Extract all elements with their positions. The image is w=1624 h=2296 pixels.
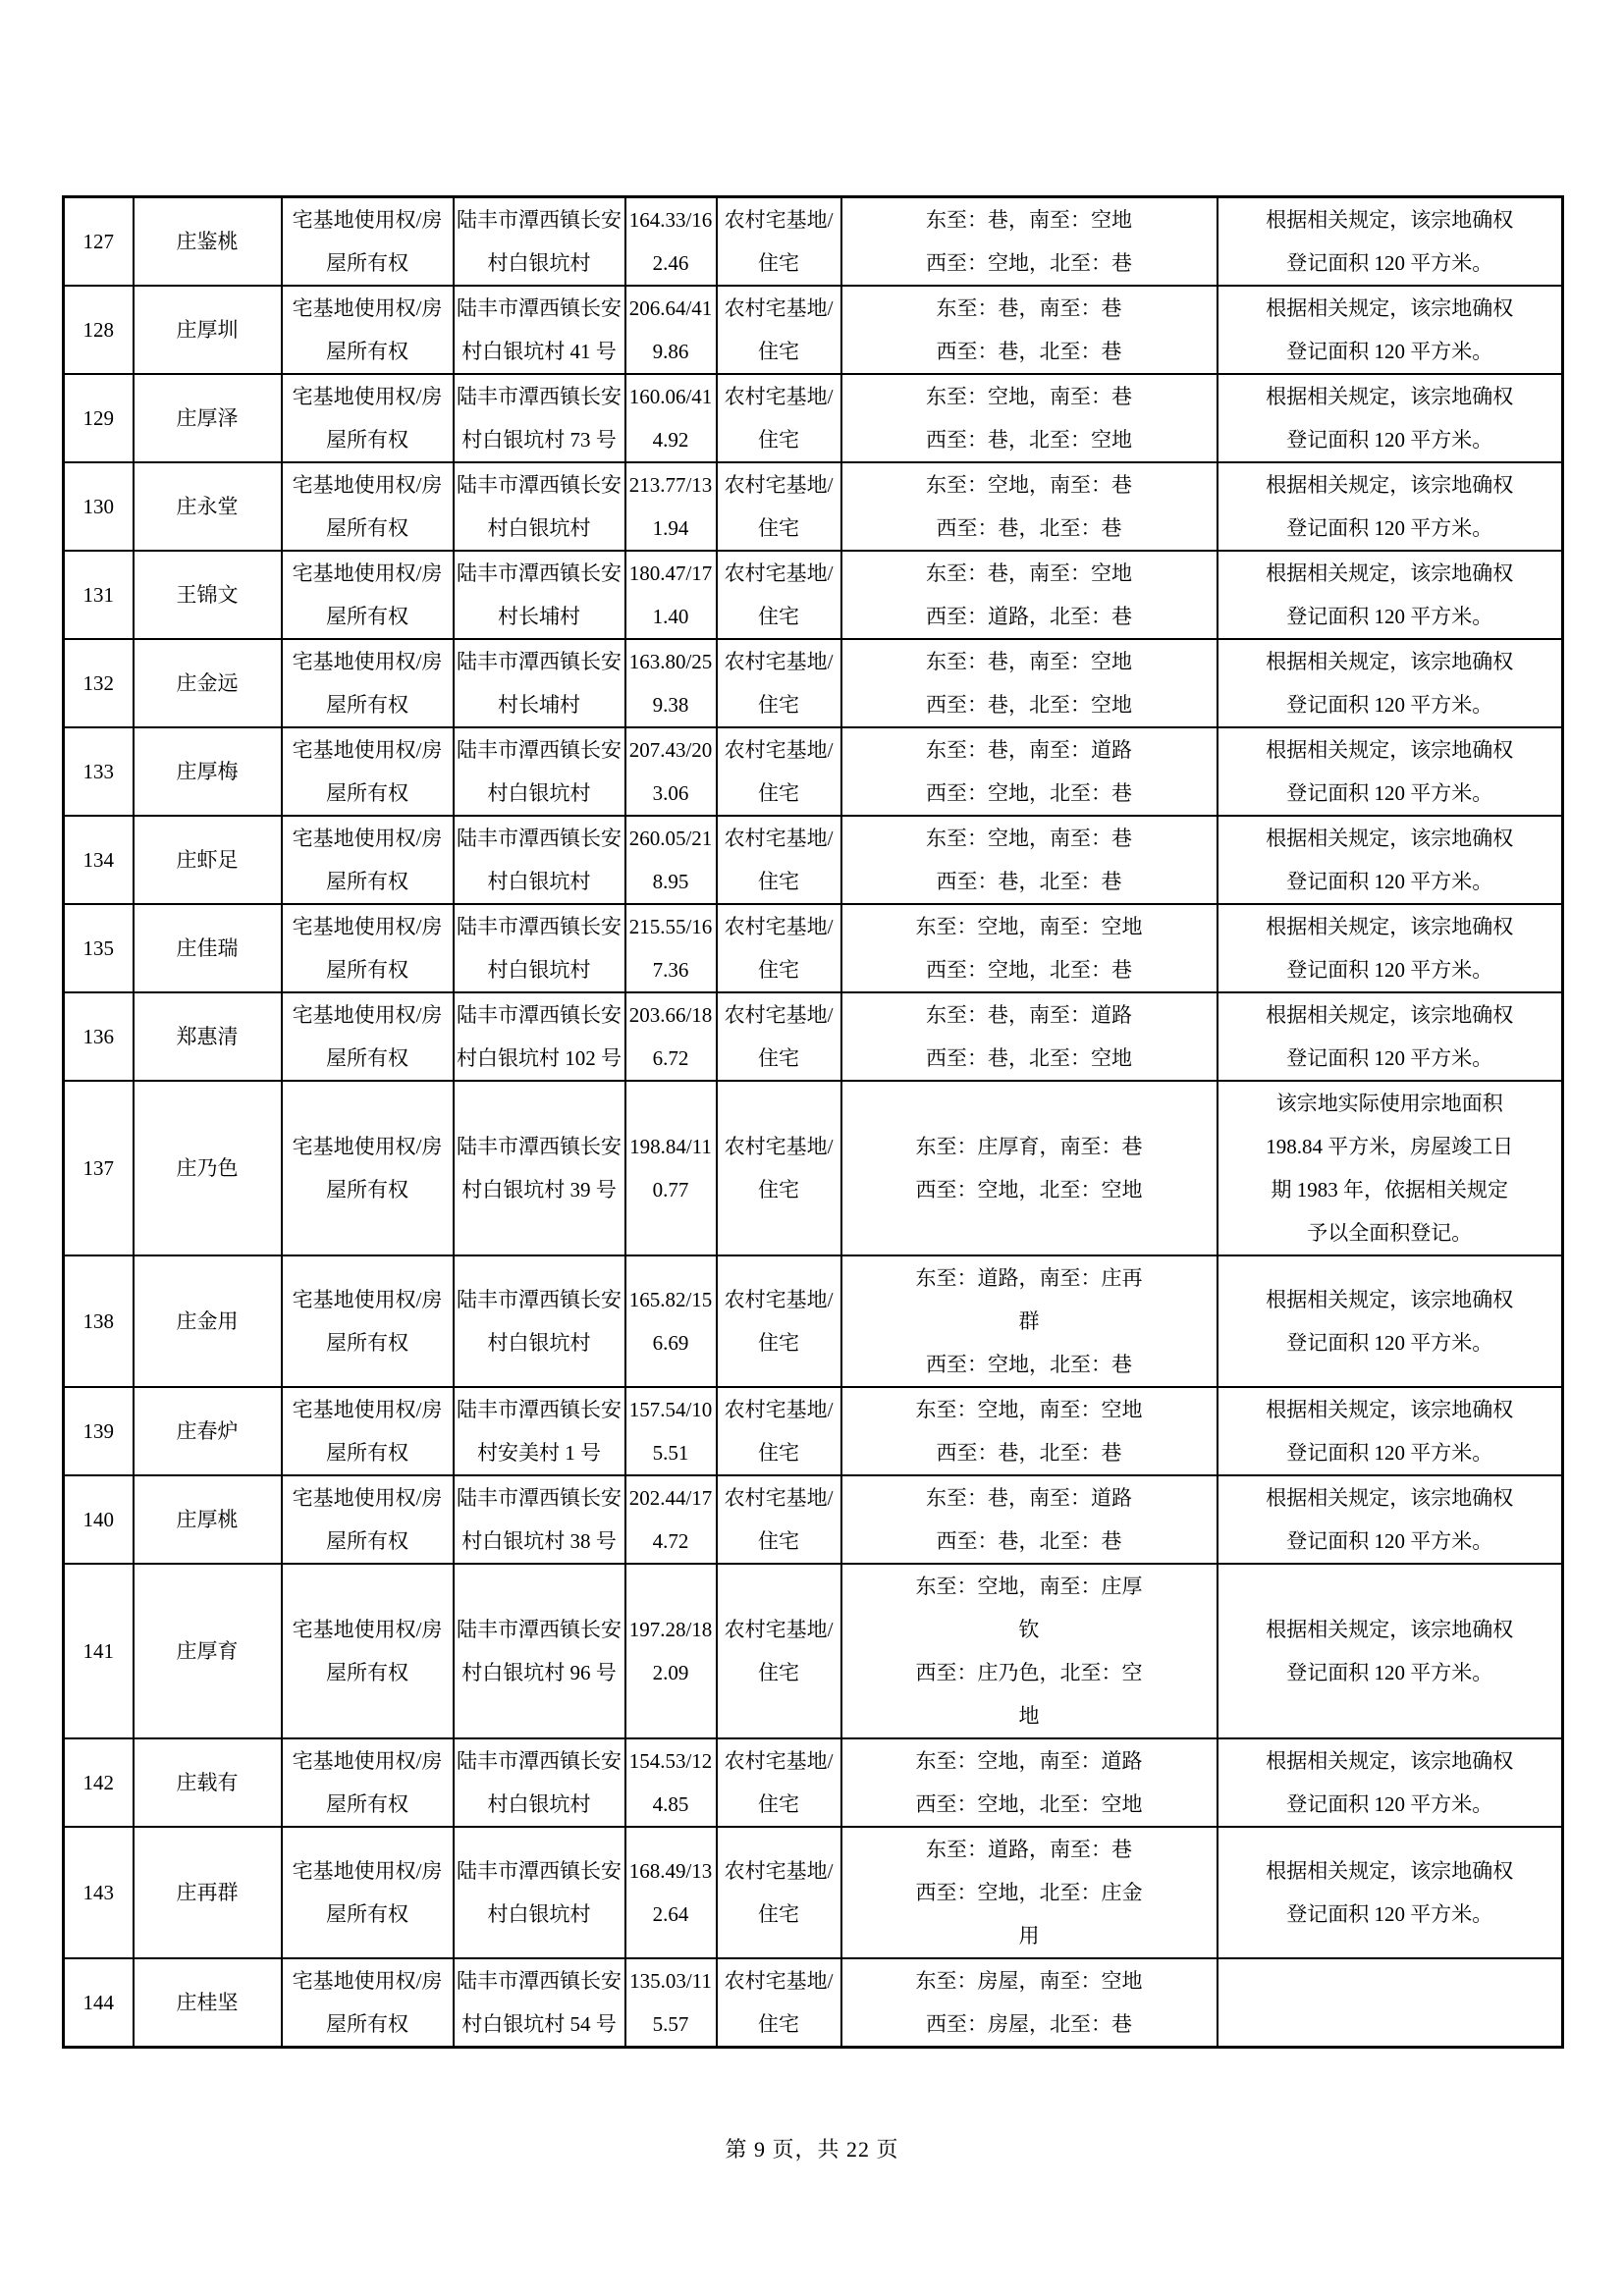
address-cell: 陆丰市潭西镇长安村白银坑村 (454, 1738, 625, 1827)
table-row (64, 1738, 1563, 1827)
remark-text: 根据相关规定，该宗地确权登记面积 120 平方米。 (1266, 296, 1514, 363)
table-row (64, 1958, 1563, 2048)
land-use-cell: 农村宅基地/住宅 (717, 551, 841, 639)
row-number-cell: 134 (64, 816, 134, 904)
holder-name-cell: 庄桂坚 (134, 1958, 282, 2048)
table-row (64, 1475, 1563, 1564)
table-row (64, 816, 1563, 904)
boundaries-cell (841, 1081, 1218, 1255)
address-cell: 陆丰市潭西镇长安村白银坑村 73 号 (454, 374, 625, 462)
remark-text: 根据相关规定，该宗地确权登记面积 120 平方米。 (1266, 738, 1514, 805)
boundaries-cell (841, 904, 1218, 992)
table-row (64, 1387, 1563, 1475)
row-number-cell: 142 (64, 1738, 134, 1827)
boundaries-cell (841, 992, 1218, 1081)
boundary-line-west-north: 西至：巷，北至：空地 (926, 1046, 1132, 1070)
area-cell: 163.80/259.38 (625, 639, 717, 727)
right-type-cell: 宅基地使用权/房屋所有权 (282, 1564, 454, 1738)
address-cell: 陆丰市潭西镇长安村安美村 1 号 (454, 1387, 625, 1475)
area-cell: 206.64/419.86 (625, 286, 717, 374)
boundary-line-east-south: 东至：空地，南至：巷 (926, 473, 1132, 497)
address-cell: 陆丰市潭西镇长安村白银坑村 38 号 (454, 1475, 625, 1564)
row-number-cell: 127 (64, 197, 134, 287)
holder-name-cell: 庄鉴桃 (134, 197, 282, 287)
land-use-cell: 农村宅基地/住宅 (717, 1827, 841, 1958)
boundaries-cell (841, 551, 1218, 639)
land-use-cell: 农村宅基地/住宅 (717, 1958, 841, 2048)
boundary-line-east-south: 东至：巷，南至：空地 (926, 561, 1132, 585)
right-type-cell: 宅基地使用权/房屋所有权 (282, 374, 454, 462)
remark-cell (1218, 1827, 1563, 1958)
remark-text: 根据相关规定，该宗地确权登记面积 120 平方米。 (1266, 915, 1514, 982)
right-type-cell: 宅基地使用权/房屋所有权 (282, 1081, 454, 1255)
boundary-line-east-south: 东至：巷，南至：道路 (926, 1486, 1132, 1510)
boundary-line-west-north: 西至：巷，北至：巷 (936, 340, 1122, 363)
boundary-line-east-south: 东至：巷，南至：道路 (926, 738, 1132, 762)
area-cell: 198.84/110.77 (625, 1081, 717, 1255)
holder-name-cell: 庄再群 (134, 1827, 282, 1958)
remark-cell (1218, 1738, 1563, 1827)
address-cell: 陆丰市潭西镇长安村白银坑村 96 号 (454, 1564, 625, 1738)
table-row (64, 639, 1563, 727)
boundary-line-west-north: 西至：巷，北至：巷 (936, 870, 1122, 893)
boundaries-cell (841, 727, 1218, 816)
boundaries-cell (841, 1738, 1218, 1827)
area-cell: 165.82/156.69 (625, 1255, 717, 1387)
address-cell: 陆丰市潭西镇长安村白银坑村 (454, 462, 625, 551)
land-use-cell: 农村宅基地/住宅 (717, 1738, 841, 1827)
remark-cell (1218, 551, 1563, 639)
row-number-cell: 136 (64, 992, 134, 1081)
land-use-cell: 农村宅基地/住宅 (717, 197, 841, 287)
land-use-cell: 农村宅基地/住宅 (717, 727, 841, 816)
holder-name-cell: 郑惠清 (134, 992, 282, 1081)
area-cell: 207.43/203.06 (625, 727, 717, 816)
right-type-cell: 宅基地使用权/房屋所有权 (282, 1738, 454, 1827)
remark-cell (1218, 1475, 1563, 1564)
table-row (64, 374, 1563, 462)
address-cell: 陆丰市潭西镇长安村长埔村 (454, 639, 625, 727)
boundary-line-east-south: 东至：巷，南至：道路 (926, 1003, 1132, 1027)
table-row (64, 286, 1563, 374)
remark-text: 该宗地实际使用宗地面积 198.84 平方米，房屋竣工日期 1983 年，依据相关规定予以全面积登记。 (1266, 1092, 1514, 1245)
table-row (64, 1827, 1563, 1958)
page-footer (0, 2135, 1624, 2164)
area-cell: 164.33/162.46 (625, 197, 717, 287)
boundaries-cell (841, 1475, 1218, 1564)
address-cell: 陆丰市潭西镇长安村白银坑村 39 号 (454, 1081, 625, 1255)
area-cell: 260.05/218.95 (625, 816, 717, 904)
row-number-cell: 139 (64, 1387, 134, 1475)
boundary-line-east-south: 东至：空地，南至：巷 (926, 827, 1132, 850)
remark-text: 根据相关规定，该宗地确权登记面积 120 平方米。 (1266, 1288, 1514, 1355)
holder-name-cell: 庄佳瑞 (134, 904, 282, 992)
right-type-cell: 宅基地使用权/房屋所有权 (282, 1255, 454, 1387)
boundary-line-east-south: 东至：巷，南至：空地 (926, 208, 1132, 232)
remark-cell (1218, 286, 1563, 374)
row-number-cell: 133 (64, 727, 134, 816)
remark-cell (1218, 374, 1563, 462)
boundaries-cell (841, 197, 1218, 287)
boundaries-cell (841, 286, 1218, 374)
remark-cell (1218, 197, 1563, 287)
remark-text: 根据相关规定，该宗地确权登记面积 120 平方米。 (1266, 473, 1514, 540)
land-use-cell: 农村宅基地/住宅 (717, 286, 841, 374)
right-type-cell: 宅基地使用权/房屋所有权 (282, 551, 454, 639)
remark-cell (1218, 1255, 1563, 1387)
boundaries-cell (841, 374, 1218, 462)
boundary-line-west-north: 西至：空地，北至：巷 (926, 251, 1132, 275)
boundary-line-west-north: 西至：空地，北至：空地 (915, 1792, 1143, 1816)
right-type-cell: 宅基地使用权/房屋所有权 (282, 992, 454, 1081)
table-row (64, 1255, 1563, 1387)
land-use-cell: 农村宅基地/住宅 (717, 992, 841, 1081)
area-cell: 135.03/115.57 (625, 1958, 717, 2048)
address-cell: 陆丰市潭西镇长安村白银坑村 41 号 (454, 286, 625, 374)
address-cell: 陆丰市潭西镇长安村白银坑村 102 号 (454, 992, 625, 1081)
table-row (64, 727, 1563, 816)
holder-name-cell: 庄厚育 (134, 1564, 282, 1738)
land-registry-table (62, 195, 1564, 2049)
boundaries-cell (841, 816, 1218, 904)
land-use-cell: 农村宅基地/住宅 (717, 1081, 841, 1255)
holder-name-cell: 庄厚梅 (134, 727, 282, 816)
boundary-line-west-north: 西至：巷，北至：巷 (936, 1529, 1122, 1553)
right-type-cell: 宅基地使用权/房屋所有权 (282, 1958, 454, 2048)
row-number-cell: 130 (64, 462, 134, 551)
boundaries-cell (841, 1827, 1218, 1958)
row-number-cell: 128 (64, 286, 134, 374)
area-cell: 180.47/171.40 (625, 551, 717, 639)
remark-text: 根据相关规定，该宗地确权登记面积 120 平方米。 (1266, 561, 1514, 628)
boundary-line-east-south: 东至：房屋，南至：空地 (915, 1969, 1143, 1993)
address-cell: 陆丰市潭西镇长安村白银坑村 (454, 197, 625, 287)
boundary-line-west-north: 西至：空地，北至：巷 (926, 958, 1132, 982)
right-type-cell: 宅基地使用权/房屋所有权 (282, 904, 454, 992)
table-row (64, 904, 1563, 992)
boundary-line-east-south: 东至：空地，南至：道路 (915, 1749, 1143, 1773)
land-use-cell: 农村宅基地/住宅 (717, 462, 841, 551)
boundary-line-west-north: 西至：房屋，北至：巷 (926, 2012, 1132, 2036)
holder-name-cell: 庄载有 (134, 1738, 282, 1827)
boundary-line-west-north: 西至：巷，北至：空地 (926, 693, 1132, 717)
row-number-cell: 141 (64, 1564, 134, 1738)
remark-cell (1218, 816, 1563, 904)
remark-cell (1218, 1958, 1563, 2048)
holder-name-cell: 庄虾足 (134, 816, 282, 904)
holder-name-cell: 庄厚圳 (134, 286, 282, 374)
address-cell: 陆丰市潭西镇长安村白银坑村 (454, 816, 625, 904)
remark-text: 根据相关规定，该宗地确权登记面积 120 平方米。 (1266, 385, 1514, 452)
boundary-line-east-south: 东至：庄厚育，南至：巷 (915, 1135, 1143, 1158)
boundary-line-east-south: 东至：空地，南至：空地 (915, 915, 1143, 938)
right-type-cell: 宅基地使用权/房屋所有权 (282, 462, 454, 551)
row-number-cell: 129 (64, 374, 134, 462)
area-cell: 215.55/167.36 (625, 904, 717, 992)
holder-name-cell: 庄春炉 (134, 1387, 282, 1475)
remark-text: 根据相关规定，该宗地确权登记面积 120 平方米。 (1266, 1749, 1514, 1816)
page-number-text: 第 9 页，共 22 页 (725, 2137, 899, 2162)
remark-cell (1218, 992, 1563, 1081)
area-cell: 202.44/174.72 (625, 1475, 717, 1564)
table-body (64, 197, 1563, 2048)
boundaries-cell (841, 1564, 1218, 1738)
boundaries-cell (841, 462, 1218, 551)
land-use-cell: 农村宅基地/住宅 (717, 816, 841, 904)
row-number-cell: 137 (64, 1081, 134, 1255)
land-use-cell: 农村宅基地/住宅 (717, 1387, 841, 1475)
remark-text: 根据相关规定，该宗地确权登记面积 120 平方米。 (1266, 650, 1514, 717)
right-type-cell: 宅基地使用权/房屋所有权 (282, 1827, 454, 1958)
remark-cell (1218, 462, 1563, 551)
boundary-line-east-south: 东至：道路，南至：巷 (926, 1838, 1132, 1861)
remark-cell (1218, 639, 1563, 727)
boundaries-cell (841, 1958, 1218, 2048)
boundaries-cell (841, 1255, 1218, 1387)
boundaries-cell (841, 639, 1218, 727)
remark-text: 根据相关规定，该宗地确权登记面积 120 平方米。 (1266, 1398, 1514, 1465)
remark-cell (1218, 904, 1563, 992)
address-cell: 陆丰市潭西镇长安村白银坑村 (454, 1827, 625, 1958)
boundary-line-west-north: 西至：巷，北至：巷 (936, 516, 1122, 540)
table-row (64, 1564, 1563, 1738)
right-type-cell: 宅基地使用权/房屋所有权 (282, 1475, 454, 1564)
boundary-line-east-south: 东至：巷，南至：空地 (926, 650, 1132, 673)
area-cell: 157.54/105.51 (625, 1387, 717, 1475)
address-cell: 陆丰市潭西镇长安村白银坑村 (454, 1255, 625, 1387)
remark-cell (1218, 1564, 1563, 1738)
land-use-cell: 农村宅基地/住宅 (717, 639, 841, 727)
holder-name-cell: 庄厚桃 (134, 1475, 282, 1564)
table-row (64, 462, 1563, 551)
row-number-cell: 135 (64, 904, 134, 992)
right-type-cell: 宅基地使用权/房屋所有权 (282, 727, 454, 816)
boundaries-cell (841, 1387, 1218, 1475)
remark-text: 根据相关规定，该宗地确权登记面积 120 平方米。 (1266, 827, 1514, 893)
boundary-line-west-north: 西至：庄乃色，北至：空地 (915, 1661, 1143, 1728)
remark-cell (1218, 1387, 1563, 1475)
holder-name-cell: 庄金用 (134, 1255, 282, 1387)
boundary-line-west-north: 西至：巷，北至：空地 (926, 428, 1132, 452)
right-type-cell: 宅基地使用权/房屋所有权 (282, 286, 454, 374)
area-cell: 203.66/186.72 (625, 992, 717, 1081)
area-cell: 168.49/132.64 (625, 1827, 717, 1958)
row-number-cell: 144 (64, 1958, 134, 2048)
right-type-cell: 宅基地使用权/房屋所有权 (282, 639, 454, 727)
land-use-cell: 农村宅基地/住宅 (717, 1564, 841, 1738)
right-type-cell: 宅基地使用权/房屋所有权 (282, 816, 454, 904)
land-use-cell: 农村宅基地/住宅 (717, 1255, 841, 1387)
table-row (64, 197, 1563, 287)
boundary-line-east-south: 东至：空地，南至：庄厚钦 (915, 1575, 1143, 1641)
land-use-cell: 农村宅基地/住宅 (717, 1475, 841, 1564)
table-row (64, 992, 1563, 1081)
boundary-line-east-south: 东至：空地，南至：巷 (926, 385, 1132, 408)
row-number-cell: 140 (64, 1475, 134, 1564)
holder-name-cell: 庄乃色 (134, 1081, 282, 1255)
area-cell: 154.53/124.85 (625, 1738, 717, 1827)
land-use-cell: 农村宅基地/住宅 (717, 904, 841, 992)
row-number-cell: 132 (64, 639, 134, 727)
row-number-cell: 131 (64, 551, 134, 639)
holder-name-cell: 庄厚泽 (134, 374, 282, 462)
boundary-line-west-north: 西至：道路，北至：巷 (926, 605, 1132, 628)
area-cell: 197.28/182.09 (625, 1564, 717, 1738)
holder-name-cell: 庄金远 (134, 639, 282, 727)
table-row (64, 1081, 1563, 1255)
table-row (64, 551, 1563, 639)
remark-cell (1218, 727, 1563, 816)
boundary-line-east-south: 东至：空地，南至：空地 (915, 1398, 1143, 1421)
boundary-line-east-south: 东至：道路，南至：庄再群 (915, 1266, 1143, 1333)
area-cell: 213.77/131.94 (625, 462, 717, 551)
holder-name-cell: 庄永堂 (134, 462, 282, 551)
area-cell: 160.06/414.92 (625, 374, 717, 462)
boundary-line-east-south: 东至：巷，南至：巷 (936, 296, 1122, 320)
remark-text: 根据相关规定，该宗地确权登记面积 120 平方米。 (1266, 1486, 1514, 1553)
address-cell: 陆丰市潭西镇长安村白银坑村 (454, 727, 625, 816)
land-use-cell: 农村宅基地/住宅 (717, 374, 841, 462)
remark-cell (1218, 1081, 1563, 1255)
remark-text: 根据相关规定，该宗地确权登记面积 120 平方米。 (1266, 1618, 1514, 1684)
remark-text: 根据相关规定，该宗地确权登记面积 120 平方米。 (1266, 1003, 1514, 1070)
right-type-cell: 宅基地使用权/房屋所有权 (282, 197, 454, 287)
boundary-line-west-north: 西至：巷，北至：巷 (936, 1441, 1122, 1465)
address-cell: 陆丰市潭西镇长安村长埔村 (454, 551, 625, 639)
boundary-line-west-north: 西至：空地，北至：巷 (926, 1353, 1132, 1376)
address-cell: 陆丰市潭西镇长安村白银坑村 54 号 (454, 1958, 625, 2048)
row-number-cell: 138 (64, 1255, 134, 1387)
right-type-cell: 宅基地使用权/房屋所有权 (282, 1387, 454, 1475)
boundary-line-west-north: 西至：空地，北至：庄金用 (915, 1881, 1143, 1948)
remark-text: 根据相关规定，该宗地确权登记面积 120 平方米。 (1266, 1859, 1514, 1926)
address-cell: 陆丰市潭西镇长安村白银坑村 (454, 904, 625, 992)
boundary-line-west-north: 西至：空地，北至：巷 (926, 781, 1132, 805)
boundary-line-west-north: 西至：空地，北至：空地 (915, 1178, 1143, 1201)
remark-text: 根据相关规定，该宗地确权登记面积 120 平方米。 (1266, 208, 1514, 275)
row-number-cell: 143 (64, 1827, 134, 1958)
holder-name-cell: 王锦文 (134, 551, 282, 639)
